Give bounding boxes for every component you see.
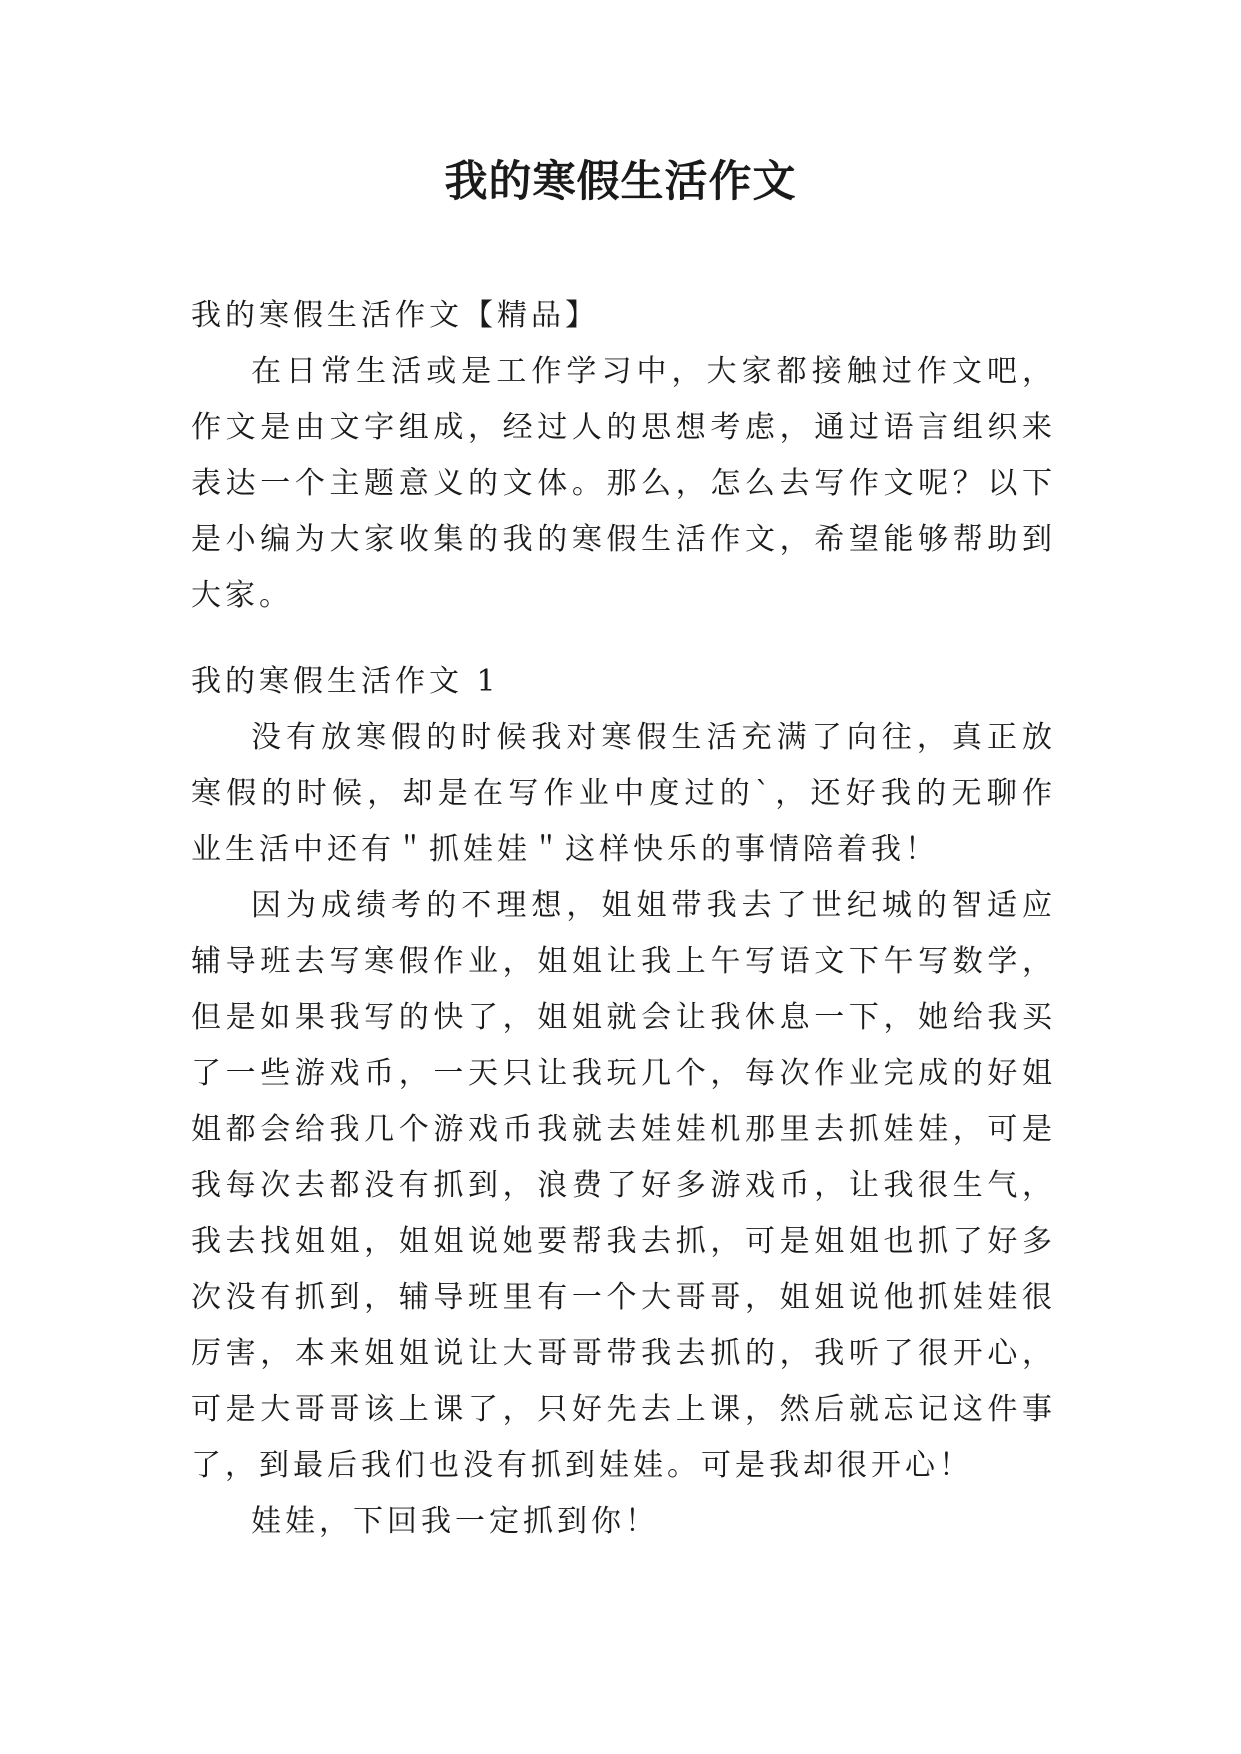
document-title: 我的寒假生活作文 — [444, 157, 797, 207]
document-body — [191, 288, 1056, 1550]
section-paragraph: 因为成绩考的不理想，姐姐带我去了世纪城的智适应辅导班去写寒假作业，姐姐让我上午写语文下午写数学，但是如果我写的快了，姐姐就会让我休息一下，她给我买了一些游戏币，一天只让我玩几个，每次作业完成的好姐姐都会给我几个游戏币我就去娃娃机那里去抓娃娃，可是我每次去都没有抓到，浪费了好多游戏币，让我很生气，我去找姐姐，姐姐说她要帮我去抓，可是姐姐也抓了好多次没有抓到，辅导班里有一个大哥哥，姐姐说他抓娃娃很厉害，本来姐姐说让大哥哥带我去抓的，我听了很开心，可是大哥哥该上课了，只好先去上课，然后就忘记这件事了，到最后我们也没有抓到娃娃。可是我却很开心！ — [191, 888, 1056, 1483]
section-paragraph: 娃娃，下回我一定抓到你！ — [251, 1504, 659, 1539]
intro-paragraph: 在日常生活或是工作学习中，大家都接触过作文吧，作文是由文字组成，经过人的思想考虑，通过语言组织来表达一个主题意义的文体。那么，怎么去写作文呢？以下是小编为大家收集的我的寒假生活作文，希望能够帮助到大家。 — [191, 354, 1056, 613]
section-paragraph: 没有放寒假的时候我对寒假生活充满了向往，真正放寒假的时候，却是在写作业中度过的`，还好我的无聊作业生活中还有＂抓娃娃＂这样快乐的事情陪着我！ — [191, 720, 1056, 867]
subtitle: 我的寒假生活作文【精品】 — [191, 298, 599, 333]
section-gap — [191, 624, 1056, 654]
section-heading: 我的寒假生活作文 1 — [191, 664, 500, 699]
